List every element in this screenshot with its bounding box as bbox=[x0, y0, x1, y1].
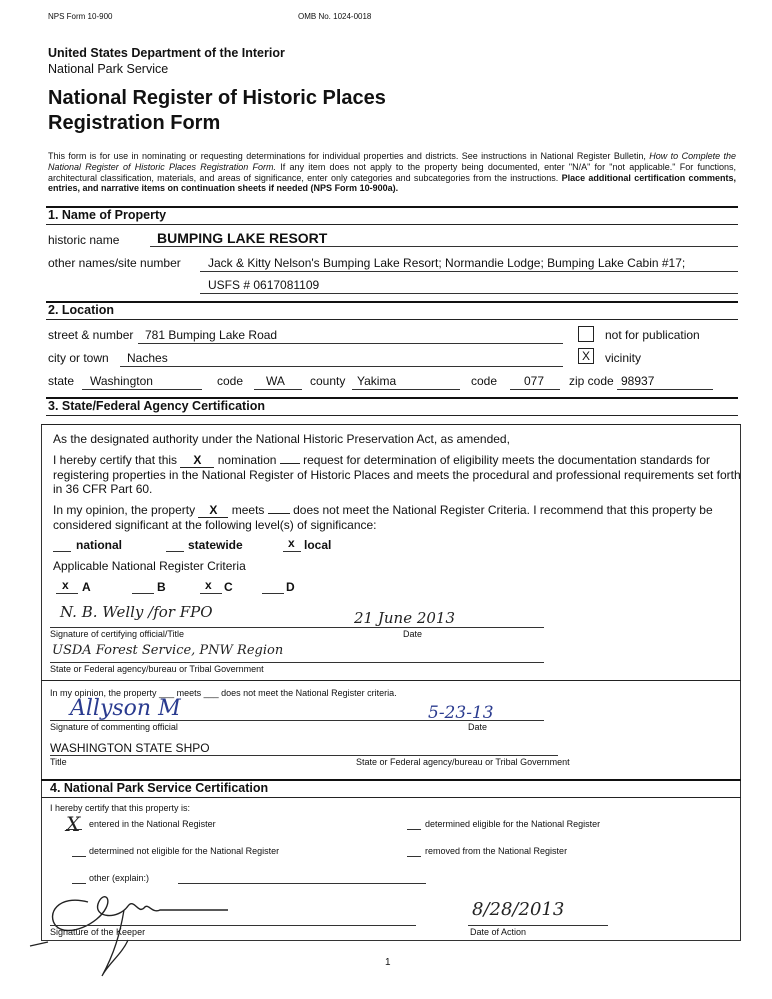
nps-certify-statement: I hereby certify that this property is: bbox=[50, 803, 191, 813]
criterion-c-mark: x bbox=[205, 578, 212, 592]
other-names-label: other names/site number bbox=[48, 256, 181, 270]
entered-label: entered in the National Register bbox=[89, 819, 216, 829]
street-line bbox=[138, 343, 563, 344]
zip-value: 98937 bbox=[621, 374, 655, 388]
county-code-value: 077 bbox=[524, 374, 545, 388]
section1-heading-rule bbox=[46, 224, 738, 225]
certification-box bbox=[41, 424, 741, 941]
county-code-label: code bbox=[471, 374, 498, 388]
not-for-publication-checkbox[interactable] bbox=[578, 326, 594, 342]
department-name: United States Department of the Interior bbox=[48, 46, 285, 60]
opinion-meets-mark: X bbox=[198, 503, 228, 518]
keeper-signature-label: Signature of the Keeper bbox=[50, 927, 146, 937]
commenting-signature: Allyson M bbox=[70, 696, 181, 721]
state-line bbox=[82, 389, 202, 390]
county-value: Yakima bbox=[357, 374, 397, 388]
other-explain-label: other (explain:) bbox=[89, 873, 150, 883]
zip-line bbox=[617, 389, 713, 390]
certify-statement: I hereby certify that this X nomination request for determination of eligibility meets the documentation standards for registering properties in the National Register of Historic Places and meets the procedural and professional requirements set forth in 36 CFR Part 60. bbox=[53, 453, 741, 496]
commenting-date-label: Date bbox=[468, 722, 488, 732]
state-label: state bbox=[48, 374, 75, 388]
certifying-signature-line bbox=[50, 627, 544, 628]
state-code-label: code bbox=[217, 374, 244, 388]
shpo-title: WASHINGTON STATE SHPO bbox=[50, 741, 210, 755]
city-value: Naches bbox=[127, 351, 168, 365]
section2-top-rule bbox=[46, 301, 738, 303]
section1-heading: 1. Name of Property bbox=[48, 208, 167, 222]
commenting-signature-line bbox=[50, 720, 544, 721]
state-code-line bbox=[254, 389, 302, 390]
agency-handwriting: USDA Forest Service, PNW Region bbox=[52, 643, 284, 658]
state-code-value: WA bbox=[266, 374, 285, 388]
city-label: city or town bbox=[48, 351, 109, 365]
historic-name-label: historic name bbox=[48, 233, 120, 247]
section3-heading: 3. State/Federal Agency Certification bbox=[48, 399, 265, 413]
level-statewide-label: statewide bbox=[188, 538, 243, 552]
form-title-line1: National Register of Historic Places bbox=[48, 87, 386, 109]
form-title-line2: Registration Form bbox=[48, 112, 221, 134]
not-for-publication-label: not for publication bbox=[605, 328, 700, 342]
agency-name: National Park Service bbox=[48, 62, 169, 76]
commenting-date: 5-23-13 bbox=[428, 703, 494, 723]
entered-mark: X bbox=[66, 812, 81, 836]
agency-label: State or Federal agency/bureau or Tribal Government bbox=[50, 664, 264, 674]
date-of-action-line bbox=[468, 925, 608, 926]
authority-statement: As the designated authority under the National Historic Preservation Act, as amended, bbox=[53, 432, 510, 446]
other-names-value-line1: Jack & Kitty Nelson's Bumping Lake Resort; Normandie Lodge; Bumping Lake Cabin #17; bbox=[208, 256, 686, 270]
criterion-a-label: A bbox=[82, 580, 91, 594]
determined-eligible-label: determined eligible for the National Register bbox=[425, 819, 601, 829]
county-code-line bbox=[510, 389, 560, 390]
criterion-c-label: C bbox=[224, 580, 233, 594]
historic-name-value: BUMPING LAKE RESORT bbox=[157, 230, 328, 246]
comment-divider bbox=[41, 680, 741, 681]
nomination-mark: X bbox=[180, 453, 214, 468]
page-number: 1 bbox=[385, 957, 391, 968]
removed-label: removed from the National Register bbox=[425, 846, 568, 856]
criteria-label: Applicable National Register Criteria bbox=[53, 559, 246, 573]
comment-opinion: In my opinion, the property ___ meets ___ does not meet the National Register criteria. bbox=[50, 688, 397, 698]
section2-heading: 2. Location bbox=[48, 303, 114, 317]
county-line bbox=[352, 389, 460, 390]
criterion-a-mark: x bbox=[62, 578, 69, 592]
omb-number: OMB No. 1024-0018 bbox=[298, 12, 372, 21]
section4-heading: 4. National Park Service Certification bbox=[50, 781, 269, 795]
section4-heading-rule bbox=[41, 797, 741, 798]
date-of-action-label: Date of Action bbox=[470, 927, 527, 937]
certifying-signature-label: Signature of certifying official/Title bbox=[50, 629, 185, 639]
street-label: street & number bbox=[48, 328, 134, 342]
level-local-mark: x bbox=[288, 536, 295, 550]
certifying-date-label: Date bbox=[403, 629, 423, 639]
historic-name-line bbox=[150, 246, 738, 247]
shpo-agency-label: State or Federal agency/bureau or Tribal Government bbox=[356, 757, 570, 767]
state-value: Washington bbox=[90, 374, 153, 388]
other-names-line2 bbox=[200, 293, 738, 294]
form-number: NPS Form 10-900 bbox=[48, 12, 113, 21]
street-value: 781 Bumping Lake Road bbox=[145, 328, 278, 342]
other-names-line1 bbox=[200, 271, 738, 272]
level-national-label: national bbox=[76, 538, 123, 552]
determined-not-eligible-label: determined not eligible for the National Register bbox=[89, 846, 280, 856]
agency-line bbox=[50, 662, 544, 663]
title-label: Title bbox=[50, 757, 67, 767]
section2-heading-rule bbox=[46, 319, 738, 320]
level-local-label: local bbox=[304, 538, 332, 552]
section3-heading-rule bbox=[46, 415, 738, 416]
commenting-signature-label: Signature of commenting official bbox=[50, 722, 178, 732]
keeper-signature-line bbox=[50, 925, 416, 926]
vicinity-label: vicinity bbox=[605, 351, 642, 365]
certifying-signature: N. B. Welly /for FPO bbox=[60, 603, 213, 621]
criterion-d-label: D bbox=[286, 580, 295, 594]
county-label: county bbox=[310, 374, 346, 388]
certification-box-top bbox=[41, 424, 741, 425]
criterion-b-label: B bbox=[157, 580, 166, 594]
vicinity-checkbox[interactable]: X bbox=[578, 348, 594, 364]
form-instructions: This form is for use in nominating or requesting determinations for individual properties and districts. See instructions in National Register Bulletin, How to Complete the National Register of Historic Places Registration Form. If any item does not apply to the property being documented, enter "N/A" for "not applicable." For functions, architectural classification, materials, and areas of significance, enter only categories and subcategories from the instructions. Place additional certification comments, entries, and narrative items on continuation sheets if needed (NPS Form 10-900a). bbox=[48, 151, 737, 194]
opinion-statement: In my opinion, the property X meets does not meet the National Register Criteria. I recommend that this property be considered significant at the following level(s) of significance: bbox=[53, 503, 713, 532]
city-line bbox=[120, 366, 563, 367]
title-line bbox=[50, 755, 558, 756]
zip-label: zip code bbox=[569, 374, 614, 388]
other-names-value-line2: USFS # 0617081109 bbox=[208, 278, 320, 292]
certifying-date: 21 June 2013 bbox=[354, 609, 456, 627]
date-of-action-value: 8/28/2013 bbox=[472, 899, 565, 920]
